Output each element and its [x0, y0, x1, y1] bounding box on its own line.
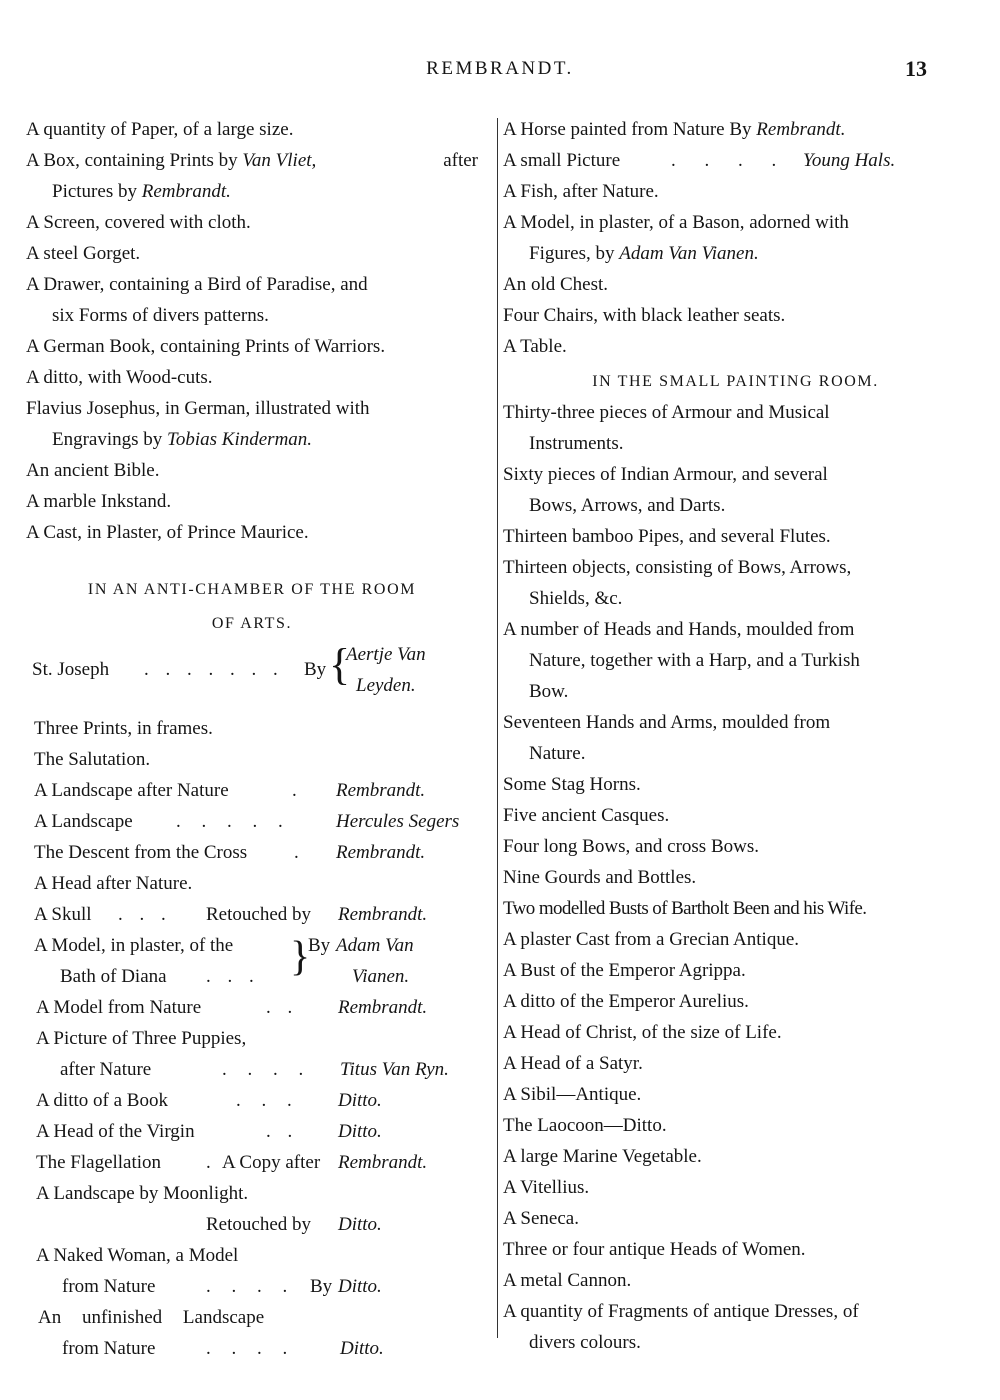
list-item: A Naked Woman, a Model: [36, 1245, 239, 1266]
list-item-continuation: from Nature . . . . Ditto.: [62, 1338, 384, 1359]
list-item-continuation: Bow.: [529, 681, 569, 702]
list-item: A steel Gorget.: [26, 243, 141, 264]
list-item: A Bust of the Emperor Agrippa.: [503, 960, 746, 981]
list-item: Three or four antique Heads of Women.: [503, 1239, 806, 1260]
list-item: A Fish, after Nature.: [503, 181, 659, 202]
list-item: A Picture of Three Puppies,: [36, 1028, 247, 1049]
list-item-continuation: Engravings by Tobias Kinderman.: [52, 429, 313, 450]
list-item: A small Picture . . . . Young Hals.: [503, 150, 896, 171]
list-item: A Vitellius.: [503, 1177, 590, 1198]
list-item: A Skull . . . Retouched by Rembrandt.: [34, 904, 428, 925]
list-item: The Descent from the Cross . Rembrandt.: [34, 842, 426, 863]
list-item: A Cast, in Plaster, of Prince Maurice.: [26, 522, 309, 543]
list-item-continuation: divers colours.: [529, 1332, 641, 1353]
list-item: A Head after Nature.: [34, 873, 193, 894]
running-title: REMBRANDT.: [426, 58, 574, 79]
list-item: The Flagellation . A Copy after Rembrandt.: [36, 1152, 428, 1173]
list-item: A Horse painted from Nature By Rembrandt.: [503, 119, 846, 140]
list-item-st-joseph: St. Joseph . . . . . . . By { Aertje Van Leyden.: [32, 640, 426, 696]
list-item: A Landscape after Nature . Rembrandt.: [34, 780, 426, 801]
list-item-continuation: six Forms of divers patterns.: [52, 305, 269, 326]
list-item: Three Prints, in frames.: [34, 718, 213, 739]
list-item: A Seneca.: [503, 1208, 579, 1229]
list-item-continuation: from Nature . . . . By Ditto.: [62, 1276, 382, 1297]
list-item-continuation: Pictures by Rembrandt.: [52, 181, 231, 202]
right-column: [503, 114, 968, 1358]
list-item: A Head of Christ, of the size of Life.: [503, 1022, 782, 1043]
list-item: Flavius Josephus, in German, illustrated with: [26, 398, 370, 419]
list-item-continuation: Retouched by Ditto.: [206, 1214, 382, 1235]
list-item: A ditto, with Wood-cuts.: [26, 367, 213, 388]
list-item: A quantity of Paper, of a large size.: [26, 119, 294, 140]
list-item: An old Chest.: [503, 274, 609, 295]
list-item: A Screen, covered with cloth.: [26, 212, 251, 233]
list-item: A metal Cannon.: [503, 1270, 632, 1291]
list-item: Four Chairs, with black leather seats.: [503, 305, 786, 326]
list-item: A Head of the Virgin . . Ditto.: [36, 1121, 382, 1142]
section-heading: IN THE SMALL PAINTING ROOM.: [592, 373, 879, 390]
list-item: The Salutation.: [34, 749, 151, 770]
list-item: A quantity of Fragments of antique Dresses, of: [503, 1301, 859, 1322]
list-item-continuation: Bows, Arrows, and Darts.: [529, 495, 726, 516]
list-item: A Box, containing Prints by Van Vliet, after: [26, 150, 478, 171]
list-item-continuation: after Nature . . . . Titus Van Ryn.: [60, 1059, 449, 1080]
list-item: A German Book, containing Prints of Warriors.: [26, 336, 386, 357]
list-item: A plaster Cast from a Grecian Antique.: [503, 929, 800, 950]
list-item: Five ancient Casques.: [503, 805, 670, 826]
list-item: Sixty pieces of Indian Armour, and several: [503, 464, 828, 485]
list-item: A number of Heads and Hands, moulded from: [503, 619, 855, 640]
list-item: A Model from Nature . . Rembrandt.: [36, 997, 428, 1018]
list-item: Nine Gourds and Bottles.: [503, 867, 697, 888]
list-item: A Drawer, containing a Bird of Paradise, and: [26, 274, 368, 295]
brace-glyph: {: [329, 640, 351, 689]
list-item: A Landscape by Moonlight.: [36, 1183, 249, 1204]
list-item-bath-of-diana: A Model, in plaster, of the Bath of Diana . . . } By Adam Van Vianen.: [34, 934, 414, 987]
list-item: A large Marine Vegetable.: [503, 1146, 702, 1167]
list-item: An unfinished Landscape: [38, 1307, 265, 1328]
list-item: A Table.: [503, 336, 567, 357]
list-item: Thirty-three pieces of Armour and Musical: [503, 402, 830, 423]
list-item-continuation: Nature.: [529, 743, 586, 764]
list-item: A Landscape . . . . . Hercules Segers: [34, 811, 460, 832]
list-item: Thirteen bamboo Pipes, and several Flutes.: [503, 526, 831, 547]
list-item: The Laocoon—Ditto.: [503, 1115, 667, 1136]
list-item: A ditto of a Book . . . Ditto.: [36, 1090, 382, 1111]
list-item: Four long Bows, and cross Bows.: [503, 836, 759, 857]
list-item: Two modelled Busts of Bartholt Been and his Wife.: [503, 898, 867, 919]
section-heading: IN AN ANTI-CHAMBER OF THE ROOM: [87, 581, 417, 598]
list-item-continuation: Shields, &c.: [529, 588, 623, 609]
list-item: A Head of a Satyr.: [503, 1053, 643, 1074]
list-item-continuation: Instruments.: [529, 433, 624, 454]
column-rule: [497, 118, 498, 1338]
left-column: [26, 114, 478, 1364]
list-item: An ancient Bible.: [26, 460, 160, 481]
list-item: A Sibil—Antique.: [503, 1084, 642, 1105]
brace-glyph: }: [290, 934, 311, 980]
section-heading-continuation: OF ARTS.: [211, 615, 293, 632]
list-item: Seventeen Hands and Arms, moulded from: [503, 712, 831, 733]
list-item: A marble Inkstand.: [26, 491, 172, 512]
list-item-continuation: Nature, together with a Harp, and a Turkish: [529, 650, 860, 671]
page-number: 13: [905, 56, 927, 81]
list-item: Some Stag Horns.: [503, 774, 641, 795]
list-item: A Model, in plaster, of a Bason, adorned with: [503, 212, 849, 233]
list-item-continuation: Figures, by Adam Van Vianen.: [529, 243, 759, 264]
list-item: Thirteen objects, consisting of Bows, Arrows,: [503, 557, 852, 578]
list-item: A ditto of the Emperor Aurelius.: [503, 991, 749, 1012]
